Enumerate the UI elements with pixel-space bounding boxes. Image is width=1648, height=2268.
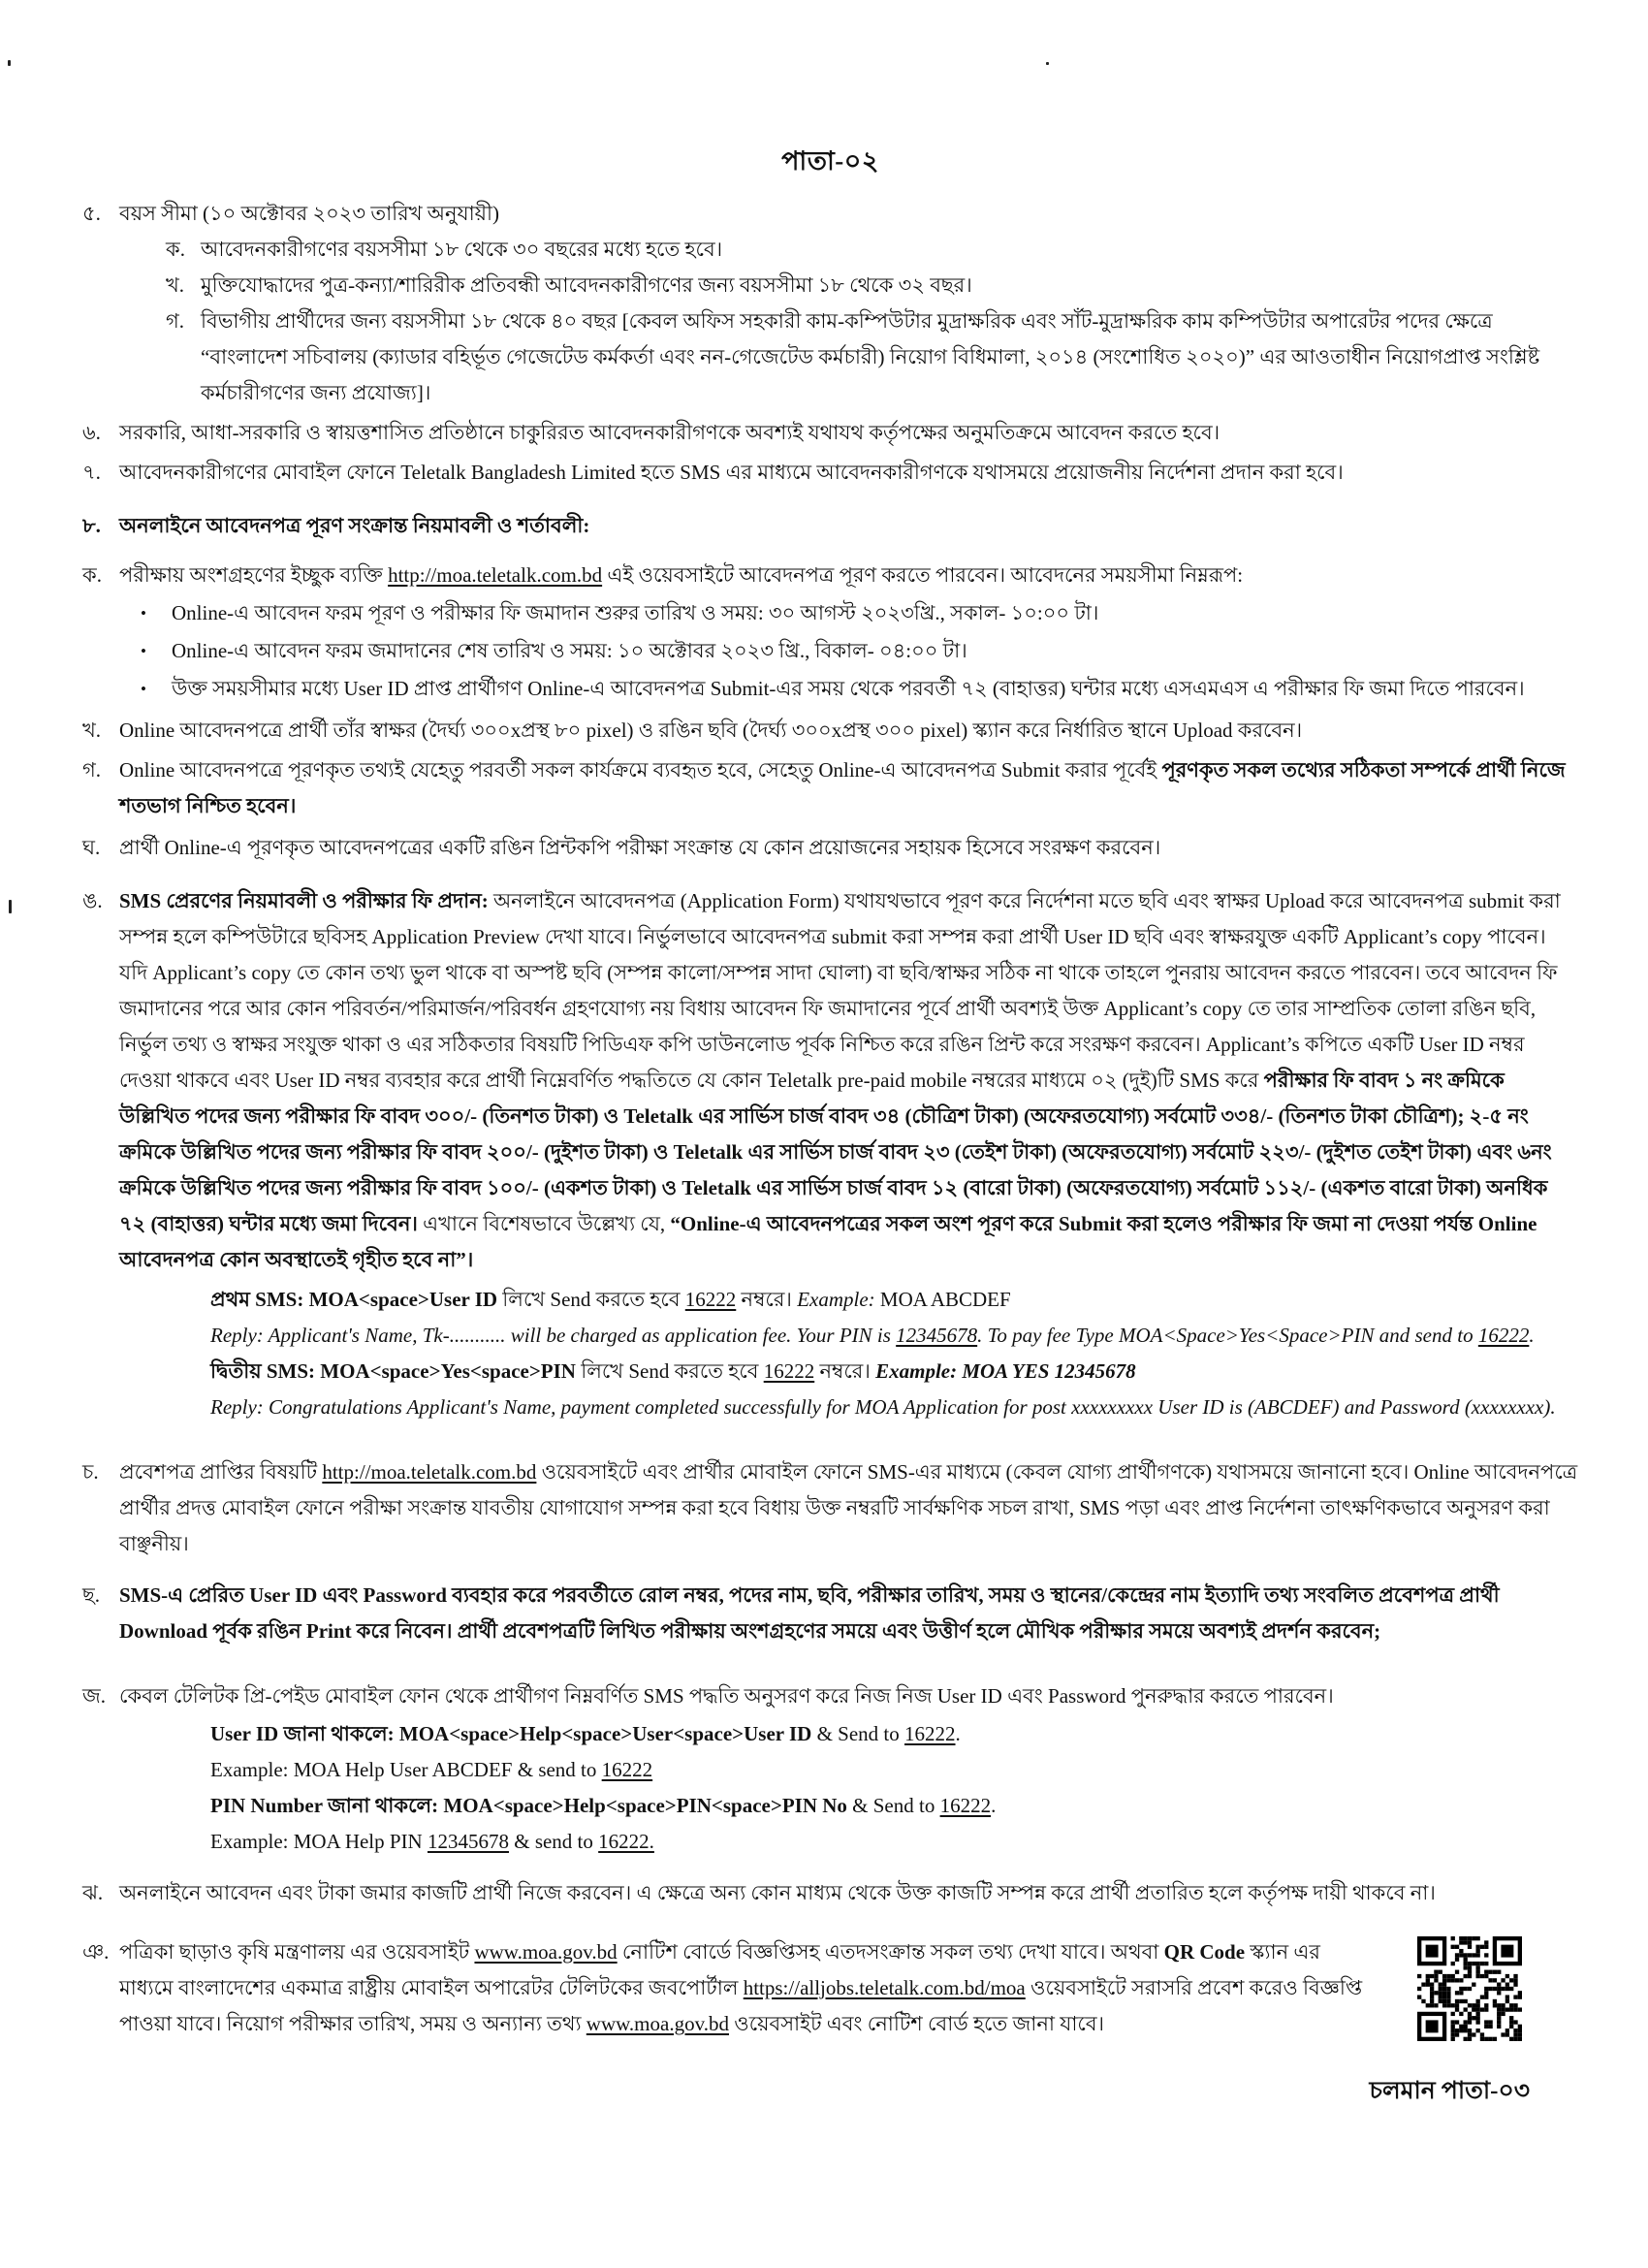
paragraph-text: Online আবেদনপত্রে প্রার্থী তাঁর স্বাক্ষর (দৈর্ঘ্য ৩০০xপ্রস্থ ৮০ pixel) ও রঙিন ছবি (দৈর্ঘ্য ৩০০xপ্রস্থ ৩০০ pixel) স্ক্যান করে নির্ধারিত স্থানে Upload করবেন। (119, 719, 1303, 742)
item-marker: ক. (82, 563, 102, 587)
paragraph-text: উক্ত সময়সীমার মধ্যে User ID প্রাপ্ত প্রার্থীগণ Online-এ আবেদনপত্র Submit-এর সময় থেকে পরবর্তী ৭২ (বাহাত্তর) ঘন্টার মধ্যে এসএমএস এ পরীক্ষার ফি জমা দিতে পারবেন। (172, 677, 1525, 700)
paragraph-text: PIN Number জানা থাকলে: MOA<space>Help<space>PIN<space>PIN No & Send to 16222. (210, 1794, 997, 1817)
scan-speck (8, 60, 11, 66)
item-marker: ৫. (82, 202, 101, 225)
item-marker: গ. (166, 309, 185, 333)
bullet-icon: • (141, 604, 146, 623)
qr-code (1417, 1936, 1522, 2041)
paragraph (82, 455, 1578, 491)
paragraph-text: Example: MOA Help PIN 12345678 & send to 16222. (210, 1830, 654, 1853)
paragraph (82, 752, 1578, 824)
paragraph (82, 303, 1578, 411)
paragraph-text: প্রথম SMS: MOA<space>User ID লিখে Send করতে হবে 16222 নম্বরে। Example: MOA ABCDEF (210, 1288, 1011, 1311)
scan-speck (9, 900, 12, 913)
paragraph-text: অনলাইনে আবেদন এবং টাকা জমার কাজটি প্রার্থী নিজে করবেন। এ ক্ষেত্রে অন্য কোন মাধ্যম থেকে উক্ত কাজটি সম্পন্ন করে প্রার্থী প্রতারিত হলে কর্তৃপক্ষ দায়ী থাকবে না। (119, 1881, 1436, 1904)
item-marker: গ. (82, 758, 102, 782)
paragraph-text: কেবল টেলিটক প্রি-পেইড মোবাইল ফোন থেকে প্রার্থীগণ নিম্নবর্ণিত SMS পদ্ধতি অনুসরণ করে নিজ নিজ User ID এবং Password পুনরুদ্ধার করতে পারবেন। (119, 1684, 1334, 1708)
paragraph-text: দ্বিতীয় SMS: MOA<space>Yes<space>PIN লিখে Send করতে হবে 16222 নম্বরে। Example: MOA YES 12345678 (210, 1359, 1136, 1383)
paragraph (82, 883, 1578, 1278)
paragraph-text: SMS প্রেরণের নিয়মাবলী ও পরীক্ষার ফি প্রদান: অনলাইনে আবেদনপত্র (Application Form) যথাযথভাবে পূরণ করে নির্দেশনা মতে ছবি এবং স্বাক্ষর Upload করে আবেদনপত্র submit করা সম্পন্ন হলে কম্পিউটারে ছবিসহ Application Preview দেখা যাবে। নির্ভুলভাবে আবেদনপত্র submit করা সম্পন্ন করা প্রার্থী User ID ছবি এবং স্বাক্ষরযুক্ত একটি Applicant’s copy পাবেন। যদি Applicant’s copy তে কোন তথ্য ভুল থাকে বা অস্পষ্ট ছবি (সম্পন্ন কালো/সম্পন্ন সাদা ঘোলা) বা ছবি/স্বাক্ষর সঠিক না থাকে তাহলে পুনরায় আবেদন করতে পারবেন। তবে আবেদন ফি জমাদানের পরে আর কোন পরিবর্তন/পরিমার্জন/পরিবর্ধন গ্রহণযোগ্য নয় বিধায় আবেদন ফি জমাদানের পূর্বে প্রার্থী অবশ্যই উক্ত Applicant’s copy তে তার সাম্প্রতিক তোলা রঙিন ছবি, নির্ভুল তথ্য ও স্বাক্ষর সংযুক্ত থাকা ও এর সঠিকতার বিষয়টি পিডিএফ কপি ডাউনলোড পূর্বক নিশ্চিত করে রঙিন প্রিন্ট করে সংরক্ষণ করবেন। Applicant’s কপিতে একটি User ID নম্বর দেওয়া থাকবে এবং User ID নম্বর ব্যবহার করে প্রার্থী নিম্নেবর্ণিত পদ্ধতিতে যে কোন Teletalk pre-paid mobile নম্বরের মাধ্যমে ০২ (দুই)টি SMS করে পরীক্ষার ফি বাবদ ১ নং ক্রমিকে উল্লিখিত পদের জন্য পরীক্ষার ফি বাবদ ৩০০/- (তিনশত টাকা) ও Teletalk এর সার্ভিস চার্জ বাবদ ৩৪ (চৌত্রিশ টাকা) (অফেরতযোগ্য) সর্বমোট ৩৩৪/- (তিনশত টাকা চৌত্রিশ); ২-৫ নং ক্রমিকে উল্লিখিত পদের জন্য পরীক্ষার ফি বাবদ ২০০/- (দুইশত টাকা) ও Teletalk এর সার্ভিস চার্জ বাবদ ২৩ (তেইশ টাকা) (অফেরতযোগ্য) সর্বমোট ২২৩/- (দুইশত তেইশ টাকা) এবং ৬নং ক্রমিকে উল্লিখিত পদের জন্য পরীক্ষার ফি বাবদ ১০০/- (একশত টাকা) ও Teletalk এর সার্ভিস চার্জ বাবদ ১২ (বারো টাকা) (অফেরতযোগ্য) সর্বমোট ১১২/- (একশত বারো টাকা) অনধিক ৭২ (বাহাত্তর) ঘন্টার মধ্যে জমা দিবেন। এখানে বিশেষভাবে উল্লেখ্য যে, “Online-এ আবেদনপত্রের সকল অংশ পূরণ করে Submit করা হলেও পরীক্ষার ফি জমা না দেওয়া পর্যন্ত Online আবেদনপত্র কোন অবস্থাতেই গৃহীত হবে না”। (119, 889, 1561, 1271)
paragraph (82, 1390, 1578, 1425)
paragraph-text: প্রবেশপত্র প্রাপ্তির বিষয়টি http://moa.teletalk.com.bd ওয়েবসাইটে এবং প্রার্থীর মোবাইল ফোনে SMS-এর মাধ্যমে (কেবল যোগ্য প্রার্থীগণকে) যথাসময়ে জানানো হবে। Online আবেদনপত্রে প্রার্থীর প্রদত্ত মোবাইল ফোনে পরীক্ষা সংক্রান্ত যাবতীয় যোগাযোগ সম্পন্ন করা হবে বিধায় উক্ত নম্বরটি সার্বক্ষণিক সচল রাখা, SMS পড়া এবং প্রাপ্ত নির্দেশনা তাৎক্ষণিকভাবে অনুসরণ করা বাঞ্ছনীয়। (119, 1460, 1578, 1555)
paragraph (82, 1282, 1578, 1318)
paragraph-text: আবেদনকারীগণের বয়সসীমা ১৮ থেকে ৩০ বছরের মধ্যে হতে হবে। (201, 238, 723, 261)
item-marker: ক. (166, 238, 185, 261)
paragraph-text: Online-এ আবেদন ফরম জমাদানের শেষ তারিখ ও সময়: ১০ অক্টোবর ২০২৩ খ্রি., বিকাল- ০৪:০০ টা। (172, 639, 967, 662)
item-marker: ৭. (82, 461, 101, 484)
paragraph-text: সরকারি, আধা-সরকারি ও স্বায়ত্তশাসিত প্রতিষ্ঠানে চাকুরিরত আবেদনকারীগণকে অবশ্যই যথাযথ কর্তৃপক্ষের অনুমতিক্রমে আবেদন করতে হবে। (119, 421, 1220, 444)
paragraph-text: বয়স সীমা (১০ অক্টোবর ২০২৩ তারিখ অনুযায়ী) (119, 202, 500, 225)
paragraph-text: User ID জানা থাকলে: MOA<space>Help<space>User<space>User ID & Send to 16222. (210, 1722, 961, 1745)
paragraph (82, 633, 1578, 669)
paragraph-text: পরীক্ষায় অংশগ্রহণের ইচ্ছুক ব্যক্তি http://moa.teletalk.com.bd এই ওয়েবসাইটে আবেদনপত্র পূরণ করতে পারবেন। আবেদনের সময়সীমা নিম্নরূপ: (119, 563, 1244, 587)
paragraph-text: Reply: Congratulations Applicant's Name, payment completed successfully for MOA Application for post xxxxxxxxx User ID is (ABCDEF) and Password (xxxxxxxx). (210, 1395, 1556, 1419)
paragraph (82, 508, 1578, 544)
item-marker: ঘ. (82, 836, 101, 859)
page-footer: চলমান পাতা-০৩ (1369, 2078, 1530, 2104)
item-marker: ৬. (82, 421, 101, 444)
paragraph (82, 1934, 1578, 2042)
paragraph (82, 232, 1578, 268)
item-marker: খ. (166, 273, 185, 297)
paragraph (82, 1824, 1578, 1860)
paragraph (82, 595, 1578, 631)
document-body (82, 196, 1578, 2042)
item-marker: জ. (82, 1684, 107, 1708)
paragraph (82, 268, 1578, 303)
bullet-icon: • (141, 642, 146, 660)
item-marker: ঞ. (82, 1940, 110, 1964)
paragraph (82, 1354, 1578, 1390)
item-marker: খ. (82, 719, 102, 742)
paragraph-text: SMS-এ প্রেরিত User ID এবং Password ব্যবহার করে পরবর্তীতে রোল নম্বর, পদের নাম, ছবি, পরীক্ষার তারিখ, সময় ও স্থানের/কেন্দ্রের নাম ইত্যাদি তথ্য সংবলিত প্রবেশপত্র প্রার্থী Download পূর্বক রঙিন Print করে নিবেন। প্রার্থী প্রবেশপত্রটি লিখিত পরীক্ষায় অংশগ্রহণের সময়ে এবং উত্তীর্ণ হলে মৌখিক পরীক্ষার সময়ে অবশ্যই প্রদর্শন করবেন; (119, 1583, 1500, 1643)
paragraph-text: আবেদনকারীগণের মোবাইল ফোনে Teletalk Bangladesh Limited হতে SMS এর মাধ্যমে আবেদনকারীগণকে যথাসময়ে প্রয়োজনীয় নির্দেশনা প্রদান করা হবে। (119, 461, 1344, 484)
item-marker: ঙ. (82, 889, 103, 912)
item-marker: ঝ. (82, 1881, 104, 1904)
paragraph (82, 196, 1578, 232)
paragraph (82, 415, 1578, 451)
paragraph (82, 1678, 1578, 1714)
paragraph (82, 1875, 1578, 1911)
paragraph-text: পত্রিকা ছাড়াও কৃষি মন্ত্রণালয় এর ওয়েবসাইট www.moa.gov.bd নোটিশ বোর্ডে বিজ্ঞপ্তিসহ এতদসংক্রান্ত সকল তথ্য দেখা যাবে। অথবা QR Code স্ক্যান এর মাধ্যমে বাংলাদেশের একমাত্র রাষ্ট্রীয় মোবাইল অপারেটর টেলিটকের জবপোর্টাল https://alljobs.teletalk.com.bd/moa ওয়েবসাইটে সরাসরি প্রবেশ করেও বিজ্ঞপ্তি পাওয়া যাবে। নিয়োগ পরীক্ষার তারিখ, সময় ও অন্যান্য তথ্য www.moa.gov.bd ওয়েবসাইট এবং নোটিশ বোর্ড হতে জানা যাবে। (119, 1940, 1363, 2035)
paragraph (82, 1454, 1578, 1562)
paragraph-text: বিভাগীয় প্রার্থীদের জন্য বয়সসীমা ১৮ থেকে ৪০ বছর [কেবল অফিস সহকারী কাম-কম্পিউটার মুদ্রাক্ষরিক এবং সাঁট-মুদ্রাক্ষরিক কাম কম্পিউটার অপারেটর পদের ক্ষেত্রে “বাংলাদেশ সচিবালয় (ক্যাডার বহির্ভূত গেজেটেড কর্মকর্তা এবং নন-গেজেটেড কর্মচারী) নিয়োগ বিধিমালা, ২০১৪ (সংশোধিত ২০২০)” এর আওতাধীন নিয়োগপ্রাপ্ত সংশ্লিষ্ট কর্মচারীগণের জন্য প্রযোজ্য]। (201, 309, 1540, 404)
paragraph (82, 558, 1578, 593)
paragraph-text: অনলাইনে আবেদনপত্র পূরণ সংক্রান্ত নিয়মাবলী ও শর্তাবলী: (119, 514, 590, 537)
paragraph (82, 671, 1578, 707)
paragraph (82, 713, 1578, 749)
item-marker: ছ. (82, 1583, 100, 1607)
paragraph-text: Online-এ আবেদন ফরম পূরণ ও পরীক্ষার ফি জমাদান শুরুর তারিখ ও সময়: ৩০ আগস্ট ২০২৩খ্রি., সকাল- ১০:০০ টা। (172, 601, 1099, 624)
paragraph-text: Online আবেদনপত্রে পূরণকৃত তথ্যই যেহেতু পরবর্তী সকল কার্যক্রমে ব্যবহৃত হবে, সেহেতু Online-এ আবেদনপত্র Submit করার পূর্বেই পূরণকৃত সকল তথ্যের সঠিকতা সম্পর্কে প্রার্থী নিজে শতভাগ নিশ্চিত হবেন। (119, 758, 1566, 817)
paragraph-text: Reply: Applicant's Name, Tk-........... will be charged as application fee. Your PIN is 12345678. To pay fee Type MOA<Space>Yes<Space>PIN and send to 16222. (210, 1324, 1535, 1347)
item-marker: ৮. (82, 514, 101, 537)
paragraph (82, 830, 1578, 866)
paragraph (82, 1578, 1578, 1649)
paragraph (82, 1318, 1578, 1354)
paragraph (82, 1788, 1578, 1824)
paragraph-text: প্রার্থী Online-এ পূরণকৃত আবেদনপত্রের একটি রঙিন প্রিন্টকপি পরীক্ষা সংক্রান্ত যে কোন প্রয়োজনের সহায়ক হিসেবে সংরক্ষণ করবেন। (119, 836, 1161, 859)
item-marker: চ. (82, 1460, 99, 1484)
paragraph-text: মুক্তিযোদ্ধাদের পুত্র-কন্যা/শারিরীক প্রতিবন্ধী আবেদনকারীগণের জন্য বয়সসীমা ১৮ থেকে ৩২ বছর। (201, 273, 972, 297)
page-title: পাতা-০২ (781, 146, 879, 176)
paragraph (82, 1752, 1578, 1788)
paragraph-text: Example: MOA Help User ABCDEF & send to 16222 (210, 1758, 653, 1781)
paragraph (82, 1716, 1578, 1752)
bullet-icon: • (141, 680, 146, 698)
scan-speck (1046, 62, 1049, 65)
